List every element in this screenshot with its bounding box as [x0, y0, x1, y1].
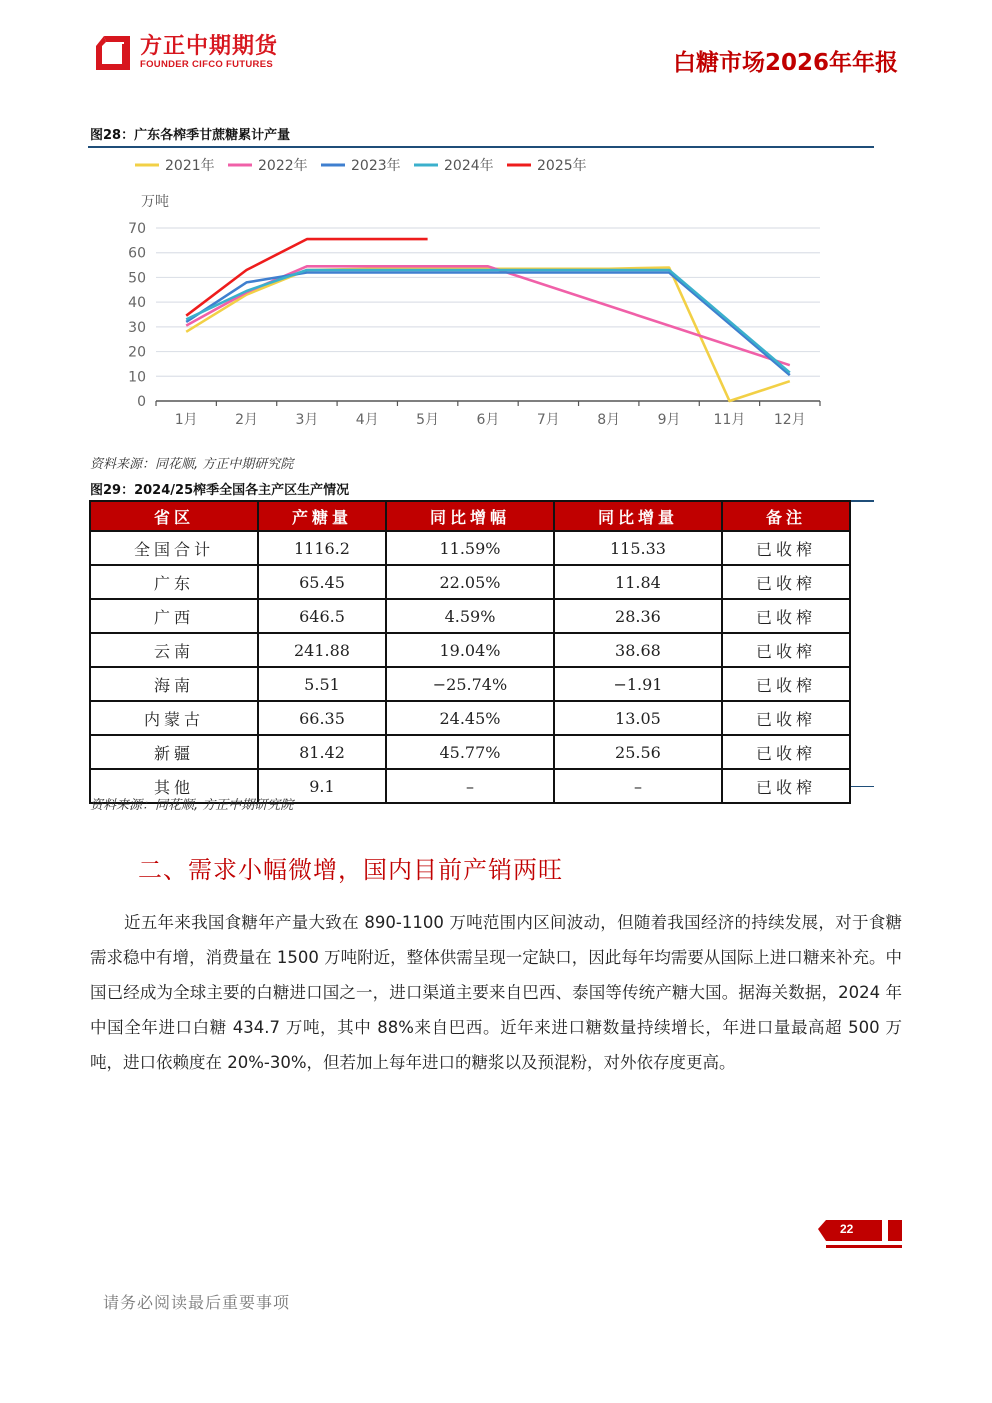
x-tick-label: 12月: [773, 412, 806, 428]
figure28-title: 图28：广东各榨季甘蔗糖累计产量: [90, 128, 291, 143]
figure28-source: 资料来源：同花顺, 方正中期研究院: [90, 457, 294, 472]
note-cell: 已收榨: [722, 633, 850, 667]
column-header: 同比增量: [554, 501, 722, 531]
table-row: [90, 565, 850, 599]
logo-chinese-name: 方正中期期货: [140, 34, 279, 59]
output-cell: 241.88: [258, 633, 386, 667]
x-tick-label: 4月: [355, 412, 379, 428]
y-tick-label: 40: [128, 295, 146, 312]
province-cell: 全国合计: [90, 531, 258, 565]
y-tick-label: 10: [128, 369, 146, 386]
legend-label: 2022年: [258, 158, 308, 174]
page-number-badge: [810, 1214, 905, 1258]
yoy-pct-cell: 4.59%: [386, 599, 554, 633]
x-tick-label: 9月: [657, 412, 681, 428]
yoy-change-cell: –: [554, 769, 722, 803]
page-number: 22: [840, 1222, 854, 1236]
y-tick-label: 30: [128, 319, 146, 336]
yoy-change-cell: 13.05: [554, 701, 722, 735]
series-line: [186, 273, 790, 376]
yoy-pct-cell: 45.77%: [386, 735, 554, 769]
x-tick-label: 7月: [536, 412, 560, 428]
yoy-pct-cell: 19.04%: [386, 633, 554, 667]
legend-label: 2021年: [165, 158, 215, 174]
legend-label: 2025年: [537, 158, 587, 174]
column-header: 产糖量: [258, 501, 386, 531]
figure29-rule: [851, 500, 874, 502]
chart-canvas: [88, 150, 874, 445]
column-header: 同比增幅: [386, 501, 554, 531]
table-row: [90, 735, 850, 769]
legend-label: 2024年: [444, 158, 494, 174]
x-tick-label: 8月: [597, 412, 621, 428]
note-cell: 已收榨: [722, 735, 850, 769]
yoy-change-cell: 11.84: [554, 565, 722, 599]
yoy-change-cell: 38.68: [554, 633, 722, 667]
logo-english-name: FOUNDER CIFCO FUTURES: [140, 59, 273, 70]
table-row: [90, 667, 850, 701]
yoy-pct-cell: 22.05%: [386, 565, 554, 599]
table-row: [90, 633, 850, 667]
output-cell: 1116.2: [258, 531, 386, 565]
y-axis-unit: 万吨: [141, 194, 169, 210]
column-header: 省区: [90, 501, 258, 531]
yoy-pct-cell: −25.74%: [386, 667, 554, 701]
province-cell: 内蒙古: [90, 701, 258, 735]
table-header-row: [90, 501, 850, 531]
report-title: 白糖市场2026年年报: [672, 50, 898, 76]
output-cell: 81.42: [258, 735, 386, 769]
page-tab-icon: [810, 1214, 905, 1254]
x-tick-label: 3月: [295, 412, 319, 428]
output-cell: 646.5: [258, 599, 386, 633]
output-cell: 5.51: [258, 667, 386, 701]
note-cell: 已收榨: [722, 769, 850, 803]
province-cell: 其他: [90, 769, 258, 803]
province-cell: 海南: [90, 667, 258, 701]
note-cell: 已收榨: [722, 531, 850, 565]
figure29-title: 图29：2024/25榨季全国各主产区生产情况: [90, 483, 350, 498]
note-cell: 已收榨: [722, 599, 850, 633]
company-logo: [94, 34, 278, 72]
table-row: [90, 701, 850, 735]
yoy-pct-cell: –: [386, 769, 554, 803]
yoy-change-cell: 115.33: [554, 531, 722, 565]
province-cell: 广东: [90, 565, 258, 599]
note-cell: 已收榨: [722, 701, 850, 735]
output-cell: 65.45: [258, 565, 386, 599]
y-tick-label: 0: [137, 394, 146, 410]
y-tick-label: 20: [128, 344, 146, 361]
series-line: [186, 270, 790, 373]
figure29-bottom-rule: [851, 786, 874, 787]
yoy-change-cell: −1.91: [554, 667, 722, 701]
production-table: [89, 500, 851, 804]
province-cell: 云南: [90, 633, 258, 667]
output-cell: 66.35: [258, 701, 386, 735]
x-tick-label: 11月: [713, 412, 746, 428]
output-cell: 9.1: [258, 769, 386, 803]
note-cell: 已收榨: [722, 565, 850, 599]
yoy-pct-cell: 11.59%: [386, 531, 554, 565]
logo-mark-icon: [94, 34, 132, 72]
section-heading: 二、需求小幅微增，国内目前产销两旺: [138, 856, 563, 884]
y-tick-label: 70: [128, 221, 146, 237]
line-chart: [88, 150, 874, 445]
yoy-change-cell: 28.36: [554, 599, 722, 633]
column-header: 备注: [722, 501, 850, 531]
legend-label: 2023年: [351, 158, 401, 174]
yoy-change-cell: 25.56: [554, 735, 722, 769]
province-cell: 广西: [90, 599, 258, 633]
body-paragraph: 近五年来我国食糖年产量大致在 890-1100 万吨范围内区间波动，但随着我国经济的持续发展，对于食糖需求稳中有增，消费量在 1500 万吨附近，整体供需呈现一定缺口，因此每年均需要从国际上进口糖来补充。中国已经成为全球主要的白糖进口国之一，进口渠道主要来自巴西、泰国等传统产糖大国。据海关数据，2024 年中国全年进口白糖 434.7 万吨，其中 88%来自巴西。近年来进口糖数量持续增长，年进口量最高超 500 万吨，进口依赖度在 20%-30%，但若加上每年进口的糖浆以及预混粉，对外依存度更高。: [90, 913, 902, 1072]
figure29-source: 资料来源：同花顺, 方正中期研究院: [90, 798, 294, 813]
table-row: [90, 531, 850, 565]
figure28-rule: [88, 146, 874, 148]
yoy-pct-cell: 24.45%: [386, 701, 554, 735]
x-tick-label: 5月: [416, 412, 440, 428]
x-tick-label: 2月: [235, 412, 259, 428]
note-cell: 已收榨: [722, 667, 850, 701]
y-tick-label: 60: [128, 245, 146, 262]
disclaimer-note: 请务必阅读最后重要事项: [103, 1293, 291, 1312]
y-tick-label: 50: [128, 270, 146, 287]
x-tick-label: 6月: [476, 412, 500, 428]
table-row: [90, 599, 850, 633]
x-tick-label: 1月: [174, 412, 198, 428]
province-cell: 新疆: [90, 735, 258, 769]
